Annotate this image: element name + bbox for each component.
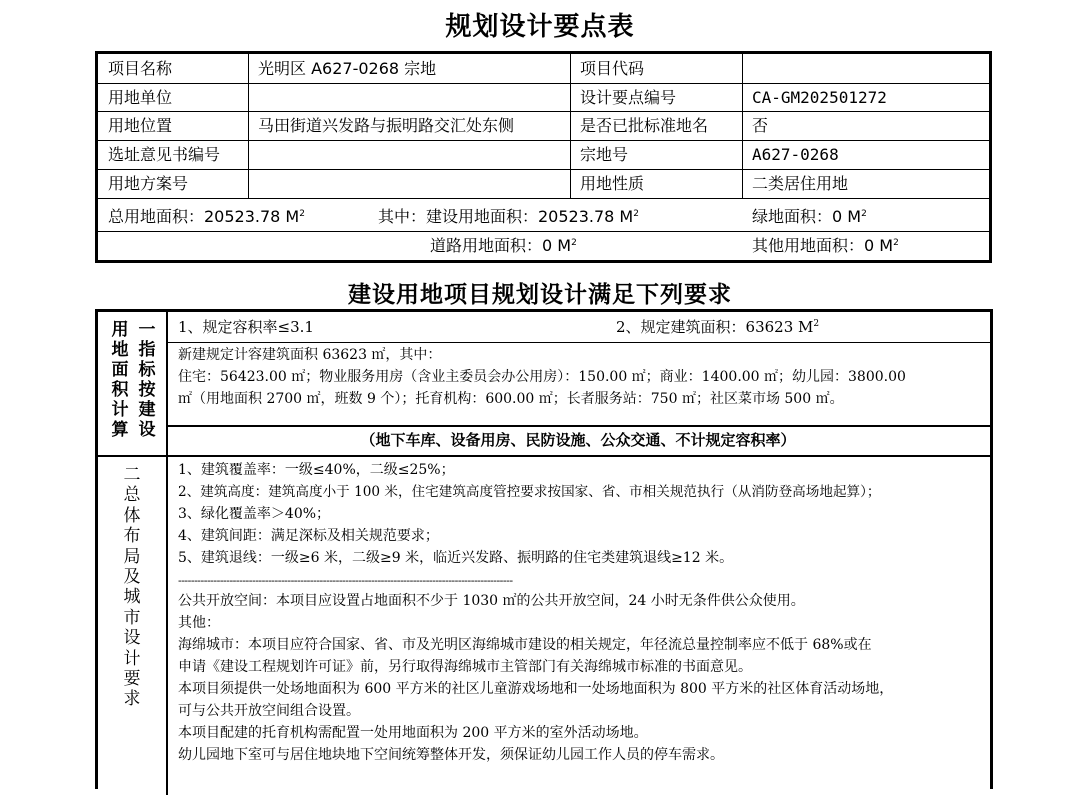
- label-project-name: 项目名称: [108, 59, 173, 78]
- exclusion-note: （地下车库、设备用房、民防设施、公众交通、不计规定容积率）: [360, 431, 796, 449]
- value-design-no: CA-GM202501272: [752, 88, 887, 107]
- layout-line: 5、建筑退线：一级≥6 米，二级≥9 米，临近兴发路、振明路的住宅类建筑退线≥12 米。: [178, 550, 734, 566]
- far-requirement: 1、规定容积率≤3.1: [178, 318, 314, 336]
- layout-line: 2、建筑高度：建筑高度小于 100 米，住宅建筑高度管控要求按国家、省、市相关规范执行（从消防登高场地起算）；: [178, 484, 881, 500]
- label-approved-name: 是否已批标准地名: [580, 116, 709, 135]
- value-location: 马田街道兴发路与振明路交汇处东侧: [258, 116, 515, 135]
- layout-line: 1、建筑覆盖率：一级≤40%，二级≤25%；: [178, 462, 455, 478]
- detail-line: ㎡（用地面积 2700 ㎡，班数 9 个）；托育机构：600.00 ㎡；长者服务站：750 ㎡；社区菜市场 500 ㎡。: [178, 391, 844, 407]
- value-land-nature: 二类居住用地: [752, 174, 849, 193]
- other-line: 公共开放空间：本项目应设置占地面积不少于 1030 ㎡的公共开放空间，24 小时无条件供公众使用。: [178, 593, 805, 609]
- label-land-nature: 用地性质: [580, 174, 645, 193]
- other-line: 幼儿园地下室可与居住地块地下空间统筹整体开发，须保证幼儿园工作人员的停车需求。: [178, 747, 724, 763]
- value-approved-name: 否: [752, 116, 769, 135]
- section1-label-a: 用地面积计算: [111, 320, 129, 440]
- row-divider: [166, 342, 990, 343]
- gfa-requirement: 2、规定建筑面积：63623 $M^2$: [616, 318, 820, 336]
- label-project-code: 项目代码: [580, 59, 645, 78]
- other-line: 其他：: [178, 615, 220, 631]
- layout-line: 4、建筑间距：满足深标及相关规范要求；: [178, 528, 439, 544]
- dashed-divider: --------------------------------------------------------------------------------------------------------: [178, 574, 513, 587]
- layout-line: 3、绿化覆盖率＞40%；: [178, 506, 331, 522]
- detail-line: 住宅：56423.00 ㎡；物业服务用房（含业主委员会办公用房）：150.00 ㎡；商业：1400.00 ㎡；幼儿园：3800.00: [178, 369, 906, 385]
- section2-label: 二总体布局及城市设计要求: [123, 465, 141, 710]
- other-line: 本项目须提供一处场地面积为 600 平方米的社区儿童游戏场地和一处场地面积为 800 平方米的社区体育活动场地，: [178, 681, 894, 697]
- other-line: 可与公共开放空间组合设置。: [178, 703, 360, 719]
- label-location: 用地位置: [108, 116, 173, 135]
- other-line: 申请《建设工程规划许可证》前，另行取得海绵城市主管部门有关海绵城市标准的书面意见。: [178, 659, 752, 675]
- detail-line: 新建规定计容建筑面积 63623 ㎡，其中：: [178, 347, 442, 363]
- other-line: 海绵城市：本项目应符合国家、省、市及光明区海绵城市建设的相关规定，年径流总量控制率应不低于 68%或在: [178, 637, 872, 653]
- label-site-opinion: 选址意见书编号: [108, 145, 221, 164]
- section1-label-b: 一指标按建设: [138, 320, 156, 440]
- green-area: 绿地面积：0 $M^2$: [752, 207, 867, 226]
- other-line: 本项目配建的托育机构需配置一处用地面积为 200 平方米的室外活动场地。: [178, 725, 648, 741]
- section-divider: [98, 455, 990, 457]
- label-land-unit: 用地单位: [108, 88, 173, 107]
- page-title: 规划设计要点表: [445, 12, 635, 42]
- label-design-no: 设计要点编号: [580, 88, 677, 107]
- value-parcel-no: A627-0268: [752, 145, 839, 164]
- label-parcel-no: 宗地号: [580, 145, 629, 164]
- project-info-table: [95, 51, 992, 263]
- road-area: 道路用地面积：0 $M^2$: [430, 236, 577, 255]
- total-area: 总用地面积：20523.78 $M^2$: [108, 207, 305, 226]
- construction-area: 其中：建设用地面积：20523.78 $M^2$: [378, 207, 639, 226]
- other-area: 其他用地面积：0 $M^2$: [752, 236, 899, 255]
- row-divider: [98, 198, 989, 199]
- section-title: 建设用地项目规划设计满足下列要求: [348, 282, 732, 308]
- requirements-table: [95, 309, 993, 789]
- row-divider: [166, 425, 990, 427]
- value-project-name: 光明区 A627-0268 宗地: [258, 59, 437, 78]
- label-scheme-no: 用地方案号: [108, 174, 189, 193]
- col-divider: [166, 455, 168, 795]
